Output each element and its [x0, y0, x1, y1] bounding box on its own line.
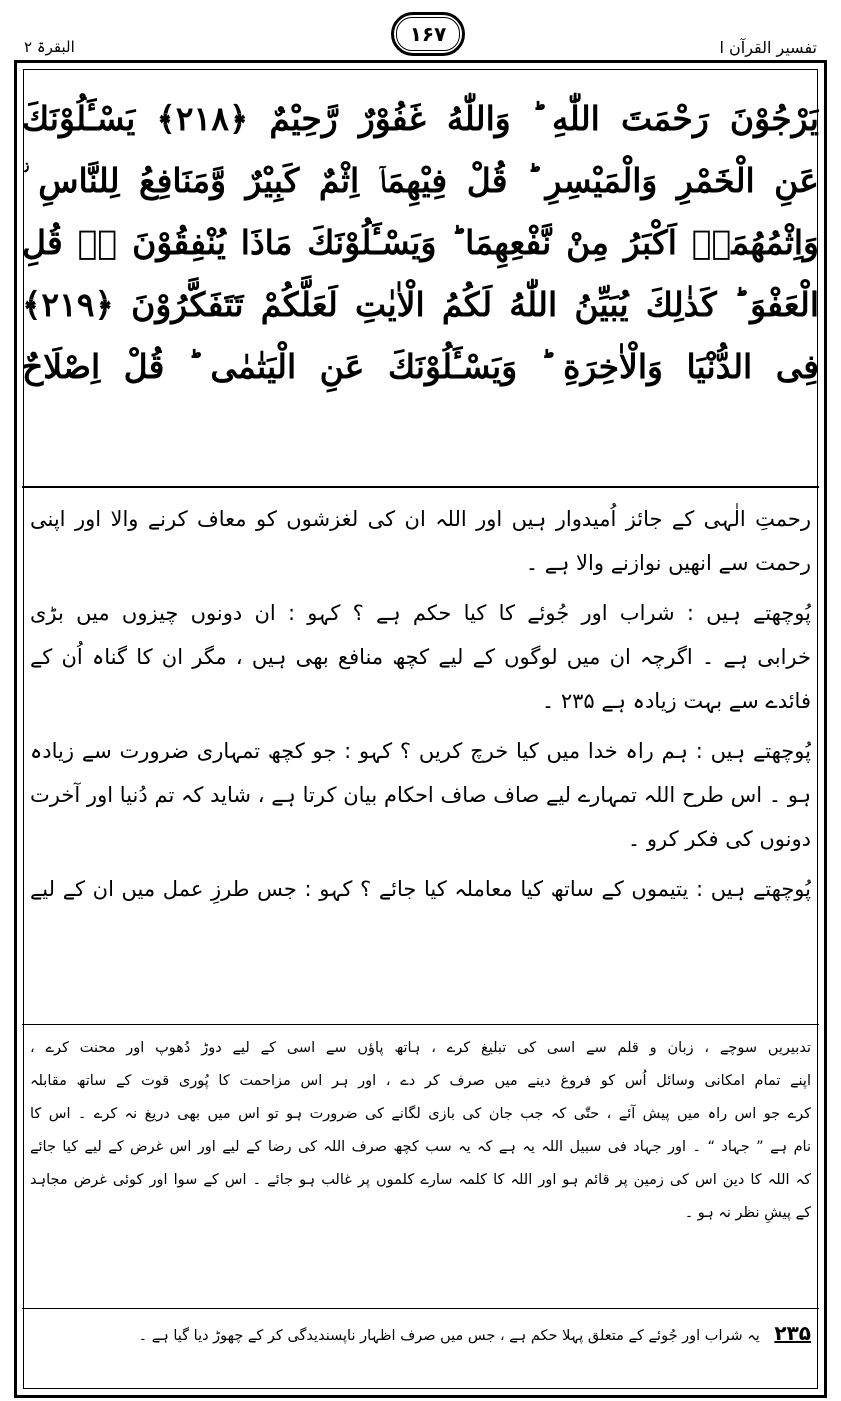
arabic-line: وَاِثْمُهُمَاۤ اَكْبَرُ مِنْ نَّفْعِهِمَا ؕ وَيَسْـَٔلُوْنَكَ مَاذَا يُنْفِقُوْنَ ؕ۬ قُلِ [22, 223, 819, 262]
quran-text-block [22, 88, 819, 483]
arabic-line: فِى الدُّنْيَا وَالْاٰخِرَةِ ؕ وَيَسْـَٔلُوْنَكَ عَنِ الْيَتٰمٰى ؕ قُلْ اِصْلَاحٌ [22, 347, 819, 386]
commentary-line: کے پیشِ نظر نہ ہو ۔ [684, 1205, 811, 1221]
section-divider [22, 486, 819, 488]
translation-line: رحمت سے انھیں نوازنے والا ہے ۔ [525, 551, 811, 575]
arabic-line: الْعَفْوَ ؕ كَذٰلِكَ يُبَيِّنُ اللّٰهُ لَكُمُ الْاٰيٰتِ لَعَلَّكُمْ تَتَفَكَّرُوْنَ ﴿۲۱۹﴾ [22, 285, 819, 324]
translation-paragraph [30, 867, 811, 911]
translation-line: خرابی ہے ۔ اگرچہ ان میں لوگوں کے لیے کچھ منافع بھی ہیں ، مگر ان کا گناہ اُن کے [30, 645, 811, 669]
commentary-line: اپنے تمام امکانی وسائل اُس کو فروغ دینے میں صرف کر دے ، اور ہر اس مزاحمت کا پُوری قوت کے ساتھ مقابلہ [30, 1073, 811, 1089]
page-number-badge [391, 12, 465, 56]
commentary-divider [22, 1024, 819, 1025]
commentary-line: کرے جو اس راہ میں پیش آئے ، حتّٰی کہ جب جان کی بازی لگانے کی ضرورت ہو تو اس میں بھی دریغ نہ کرے ۔ اس کا [30, 1106, 811, 1122]
translation-paragraph [30, 591, 811, 723]
translation-block [30, 497, 811, 917]
book-title: تفسیر القرآن ا [719, 38, 817, 57]
translation-line: پُوچھتے ہیں : شراب اور جُوئے کا کیا حکم ہے ؟ کہو : ان دونوں چیزوں میں بڑی [30, 601, 811, 625]
footnote [30, 1316, 811, 1350]
arabic-line: يَرْجُوْنَ رَحْمَتَ اللّٰهِ ؕ وَاللّٰهُ غَفُوْرٌ رَّحِيْمٌ ﴿۲۱۸﴾ يَسْـَٔلُوْنَكَ [22, 99, 819, 138]
translation-line: رحمتِ الٰہی کے جائز اُمیدوار ہیں اور اللہ ان کی لغزشوں کو معاف کرنے والا اور اپنی [30, 507, 811, 531]
translation-line: فائدے سے بہت زیادہ ہے ۲۳۵ ۔ [541, 689, 811, 713]
translation-line: ہو ۔ اس طرح اللہ تمہارے لیے صاف صاف احکام بیان کرتا ہے ، شاید کہ تم دُنیا اور آخرت [30, 783, 811, 807]
footnote-text: یہ شراب اور جُوئے کے متعلق پہلا حکم ہے ، جس میں صرف اظہار ناپسندیدگی کر کے چھوڑ دیا گیا ہے ۔ [138, 1328, 760, 1344]
translation-line: پُوچھتے ہیں : ہم راہ خدا میں کیا خرچ کریں ؟ کہو : جو کچھ تمہاری ضرورت سے زیادہ [30, 739, 811, 763]
commentary-line: تدبیریں سوچے ، زبان و قلم سے اسی کی تبلیغ کرے ، ہاتھ پاؤں سے اسی کے لیے دوڑ دُھوپ اور محنت کرے ، [30, 1040, 811, 1056]
footnote-divider [22, 1308, 819, 1309]
translation-paragraph [30, 497, 811, 585]
translation-paragraph [30, 729, 811, 861]
commentary-block [30, 1032, 811, 1230]
translation-line: پُوچھتے ہیں : یتیموں کے ساتھ کیا معاملہ کیا جائے ؟ کہو : جس طرزِ عمل میں ان کے لیے [30, 877, 811, 901]
translation-line: دونوں کی فکر کرو ۔ [627, 827, 811, 851]
footnote-number: ۲۳۵ [774, 1321, 811, 1345]
page-header [18, 8, 823, 68]
page-number: ۱۶۷ [396, 17, 460, 51]
commentary-line: نام ہے ” جہاد “ ۔ اور جہاد فی سبیل اللہ یہ ہے کہ یہ سب کچھ صرف اللہ کی رضا کے لیے اور اس غرض کے لیے کیا جائے [30, 1139, 811, 1155]
surah-label: البقرۃ ۲ [24, 38, 75, 56]
arabic-line: عَنِ الْخَمْرِ وَالْمَيْسِرِ ؕ قُلْ فِيْهِمَاۤ اِثْمٌ كَبِيْرٌ وَّمَنَافِعُ لِلنَّاسِ ؗ [22, 161, 819, 200]
commentary-line: کہ اللہ کا دین اس کی زمین پر قائم ہو اور اللہ کا کلمہ سارے کلموں پر غالب ہو جائے ۔ اس کے سوا اور کوئی غرض مجاہد [30, 1172, 811, 1188]
